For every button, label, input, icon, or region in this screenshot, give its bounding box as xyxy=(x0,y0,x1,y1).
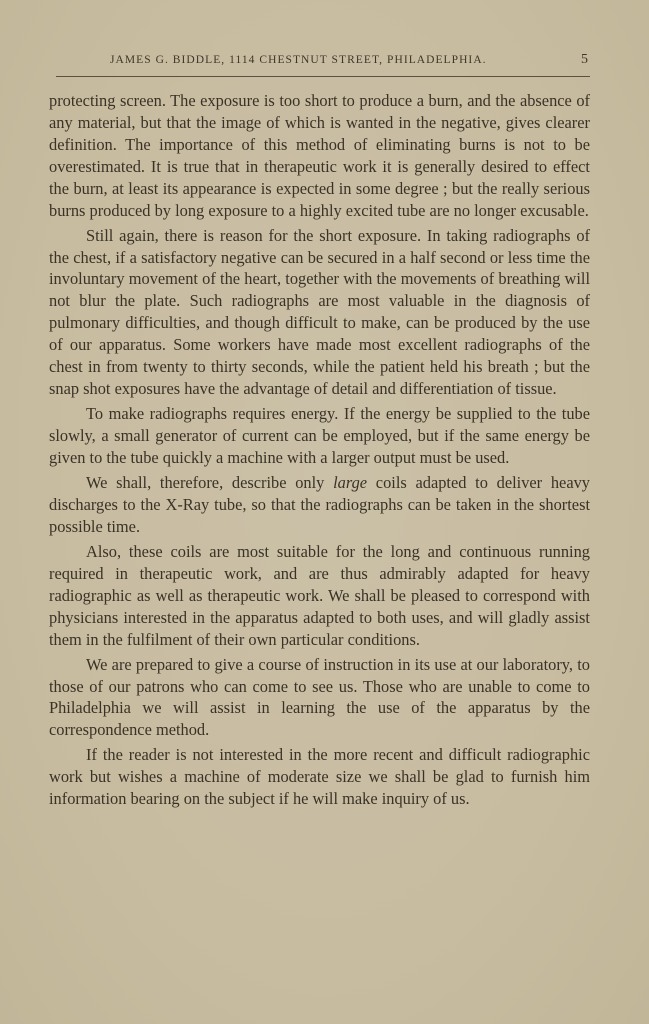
page-number: 5 xyxy=(581,52,588,67)
paragraph-instruction: We are prepared to give a course of instruction in its use at our laboratory, to those of our patrons who can come to see us. Those who are unable to come to Philadelphia we will assist in learning the use of the apparatus by the correspondence method. xyxy=(49,654,590,740)
paragraph-therapeutic-work: Also, these coils are most suitable for the long and continuous running required in therapeutic work, and are thus admirably adapted for heavy radiographic as well as therapeutic work. We shall be pleased to correspond with physicians interested in the apparatus adapted to both uses, and will gladly assist them in the fulfilment of their own particular conditions. xyxy=(49,541,590,649)
body-text xyxy=(49,90,590,813)
paragraph-large-coils xyxy=(49,472,590,538)
paragraph-energy: To make radiographs requires energy. If the energy be supplied to the tube slowly, a small generator of current can be employed, but if the same energy be given to the tube quickly a machine with a larger output must be used. xyxy=(49,404,590,467)
paragraph-short-exposure: Still again, there is reason for the short exposure. In taking radiographs of the chest, if a satisfactory negative can be secured in a half second or less time the involuntary movement of the heart, together with the movements of breathing will not blur the plate. Such radiographs are most valuable in the diagnosis of pulmonary difficulties, and though difficult to make, can be produced by the use of our apparatus. Some workers have made most excellent radiographs of the chest in from twenty to thirty seconds, while the patient held his breath ; but the snap shot exposures have the advantage of detail and differentiation of tissue. xyxy=(49,225,590,398)
running-header xyxy=(56,50,590,77)
paragraph-continuation: protecting screen. The exposure is too short to produce a burn, and the absence of any material, but that the image of which is wanted in the negative, gives clearer definition. The importance of this method of eliminating burns is not to be overestimated. It is true that in therapeutic work it is generally desired to effect the burn, at least its appearance is expected in some degree ; but the really serious burns produced by long exposure to a highly excited tube are no longer excusable. xyxy=(49,91,590,220)
running-header-title: JAMES G. BIDDLE, 1114 CHESTNUT STREET, PHILADELPHIA. xyxy=(110,54,487,66)
paragraph-large-coils-start: We shall, therefore, describe only xyxy=(86,472,334,492)
paragraph-large-coils-end: coils adapted to deliver heavy discharges to the X-Ray tube, so that the radiographs can be taken in the shortest possible time. xyxy=(49,472,590,536)
paragraph-inquiry: If the reader is not interested in the more recent and difficult radiographic work but wishes a machine of moderate size we shall be glad to furnish him information bearing on the subject if he will make inquiry of us. xyxy=(49,745,590,809)
emphasized-word: large xyxy=(333,472,368,492)
